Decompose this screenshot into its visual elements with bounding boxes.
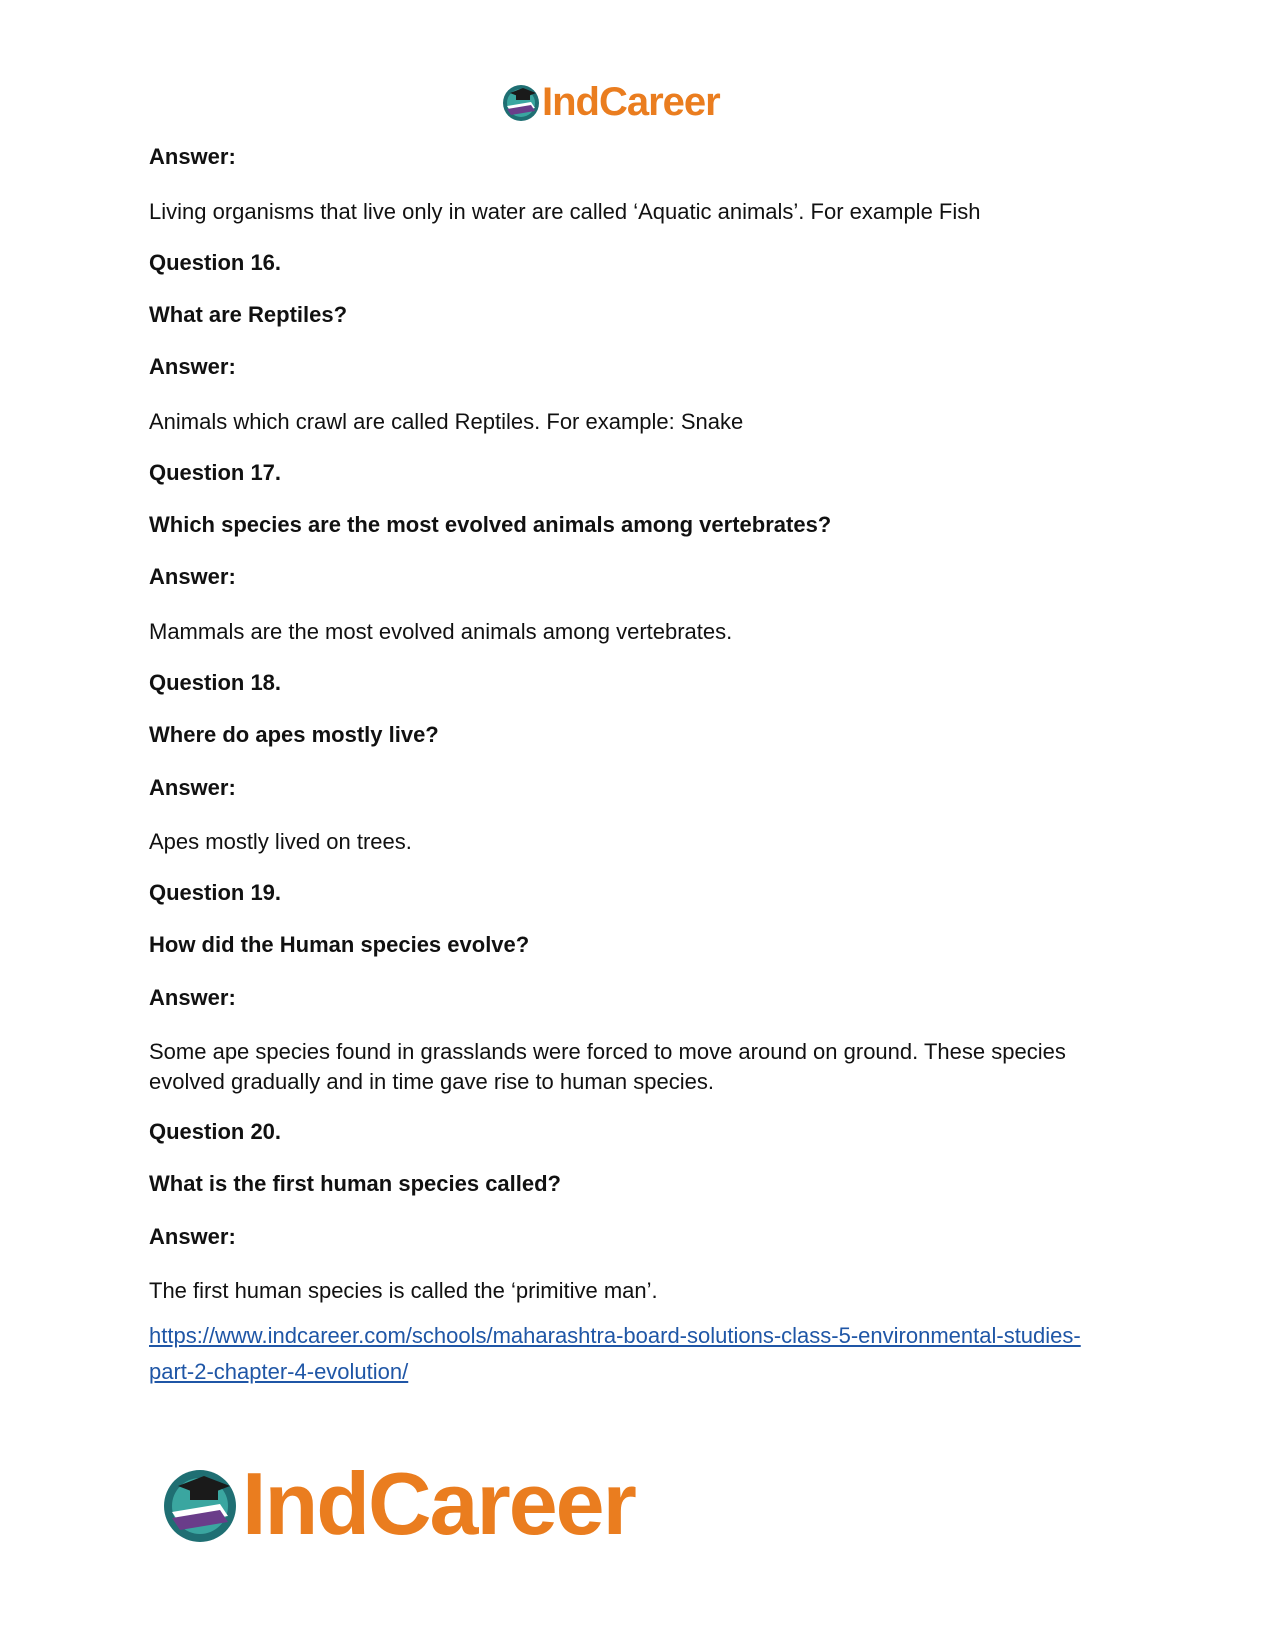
- answer-label: Answer:: [149, 564, 236, 589]
- answer-label: Answer:: [149, 354, 236, 379]
- indcareer-logo-bottom: [160, 1454, 635, 1553]
- answer-text: Mammals are the most evolved animals among vertebrates.: [149, 619, 733, 644]
- answer-text: The first human species is called the ‘primitive man’.: [149, 1278, 658, 1303]
- question-text: What are Reptiles?: [149, 302, 348, 327]
- source-link-line1: https://www.indcareer.com/schools/maharashtra-board-solutions-class-5-environmental-studies-: [149, 1323, 1081, 1348]
- answer-label: Answer:: [149, 775, 236, 800]
- brand-logo-text: IndCareer: [242, 1454, 635, 1553]
- graduation-book-icon: [501, 82, 541, 122]
- question-text: How did the Human species evolve?: [149, 932, 530, 957]
- question-number: Question 20.: [149, 1119, 282, 1144]
- answer-text: Living organisms that live only in water are called ‘Aquatic animals’. For example Fish: [149, 199, 981, 224]
- question-number: Question 18.: [149, 670, 282, 695]
- brand-logo-text: IndCareer: [542, 79, 720, 124]
- question-text: What is the first human species called?: [149, 1171, 561, 1196]
- question-number: Question 16.: [149, 250, 282, 275]
- answer-label: Answer:: [149, 1224, 236, 1249]
- question-number: Question 17.: [149, 460, 282, 485]
- source-link-line2: part-2-chapter-4-evolution/: [149, 1359, 409, 1384]
- question-text: Where do apes mostly live?: [149, 722, 439, 747]
- graduation-book-icon: [160, 1464, 240, 1544]
- question-text: Which species are the most evolved animals among vertebrates?: [149, 512, 832, 537]
- answer-text: Animals which crawl are called Reptiles. For example: Snake: [149, 409, 744, 434]
- answer-text: Apes mostly lived on trees.: [149, 829, 412, 854]
- answer-text: Some ape species found in grasslands were forced to move around on ground. These species evolved gradually and in time gave rise to human species.: [149, 1039, 1066, 1094]
- answer-label: Answer:: [149, 985, 236, 1010]
- source-link[interactable]: [149, 1318, 1129, 1390]
- question-number: Question 19.: [149, 880, 282, 905]
- indcareer-logo-top: [501, 80, 720, 124]
- answer-label: Answer:: [149, 144, 236, 169]
